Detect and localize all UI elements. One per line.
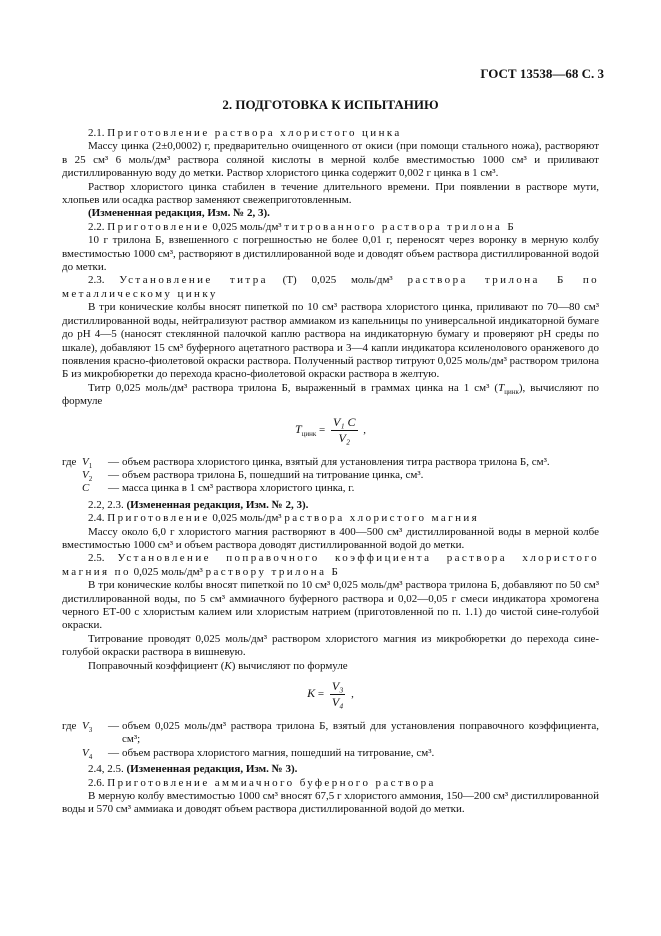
page-header: ГОСТ 13538—68 С. 3 [480, 66, 604, 81]
def-text: масса цинка в 1 см³ раствора хлористого цинка, г. [122, 482, 355, 495]
formula-numerator: V₁ C [333, 414, 356, 429]
def-dash: — [108, 482, 119, 495]
document-body [62, 127, 599, 817]
def-text: объем раствора трилона Б, пошедший на титрование цинка, см³. [122, 468, 424, 481]
edition-clauses: 2.4, 2.5. [88, 763, 124, 776]
clause-heading: Приготовление аммиачного буферного раствора [107, 776, 436, 789]
definition-row [62, 469, 599, 482]
def-symbol-subscript: 2 [88, 475, 93, 484]
clause-heading-part: раствора трилона Б по металлическому цинку [62, 274, 600, 300]
text-run: ) вычисляют по формуле [231, 659, 348, 672]
clause-heading-part: 0,025 моль/дм³ [212, 512, 282, 525]
clause-2-1-para-2: Раствор хлористого цинка стабилен в течение длительного времени. При появлении в растворе мути, хлопьев или осадка раствор заменяют свежеприготовленным. [62, 180, 599, 207]
clause-heading-part: Установление титра [119, 274, 268, 287]
formula-denominator: V₄ [331, 695, 344, 710]
clause-heading-part: 0,025 моль/дм³ [133, 565, 203, 578]
clause-2-3-para-1: В три конические колбы вносят пипеткой по 10 см³ раствора хлористого цинка, приливают по 70—80 см³ дистиллированной воды, нейтрализуют раствор аммиаком из капельницы по универсальной индикаторной бумаге до pH 4—5 (наносят стеклянной палочкой каплю раствора на индикаторную бумагу и проверяют pH среды по шкале), добавляют 15 см³ буферного ацетатного раствора и 3—4 капли индикатора ксиленолового оранжевого до появления красно-фиолетовой окраски раствора. Полученный раствор титруют 0,025 моль/дм³ раствором трилона Б из микробюретки до перехода красно-фиолетовой окраски раствора в желтую. [62, 301, 599, 381]
formula-tail: , [360, 423, 367, 436]
formula-titer [62, 416, 599, 450]
clause-2-1-para-1: Массу цинка (2±0,0002) г, предварительно очищенного от окиси (при помощи стального ножа), растворяют в 25 см³ 6 моль/дм³ раствора соляной кислоты в мерной колбе вместимостью 1000 см³ и приливают дистиллированную воду до метки. Раствор хлористого цинка содержит 0,002 г цинка в 1 см³. [62, 140, 599, 180]
definition-row [62, 747, 599, 760]
clause-2-6-heading [62, 777, 599, 790]
symbol-k: K [224, 659, 232, 672]
formula-fraction [330, 680, 346, 709]
symbol-subscript: цинк [504, 387, 519, 396]
edition-text: (Измененная редакция, Изм. № 2, 3). [126, 498, 309, 511]
clause-heading-part: раствору трилона Б [205, 565, 341, 578]
definition-row [62, 456, 599, 469]
clause-number: 2.3. [88, 274, 105, 287]
edition-clauses: 2.2, 2.3. [88, 498, 124, 511]
def-text: объем 0,025 моль/дм³ раствора трилона Б, взятый для установления поправочного коэффициента, см³; [122, 720, 599, 746]
def-symbol: V [82, 455, 89, 468]
formula-tail: , [348, 688, 354, 701]
definition-row [62, 720, 599, 747]
clause-number: 2.2. [88, 220, 105, 233]
formula-lhs: T [294, 421, 302, 436]
symbol-t: T [498, 381, 505, 394]
formula-fraction [331, 416, 358, 445]
clause-2-4-para-1: Массу около 6,0 г хлористого магния растворяют в 400—500 см³ дистиллированной воды в мерной колбе вместимостью 1000 см³ и объем раствора доводят дистиллированной водой до метки. [62, 525, 599, 551]
clause-2-3-para-2 [62, 382, 599, 409]
def-symbol: V [82, 720, 89, 733]
clause-heading-part: Приготовление [107, 220, 210, 233]
def-text: объем раствора хлористого цинка, взятый для установления титра раствора трилона Б, см³. [122, 455, 550, 468]
clause-2-5-para-3 [62, 660, 599, 673]
where-label: где [62, 720, 77, 733]
clause-heading-part: 0,025 моль/дм³ [212, 220, 282, 233]
clause-2-5-edition-note [62, 763, 599, 776]
clause-heading-part: раствора хлористого магния [284, 512, 480, 525]
formula-lhs: K [307, 686, 316, 701]
def-dash: — [108, 455, 119, 468]
def-dash: — [108, 746, 119, 759]
text-run: ), вычисляют по формуле [62, 381, 599, 408]
def-dash: — [108, 468, 119, 481]
def-symbol: V [82, 746, 89, 759]
where-label: где [62, 455, 77, 468]
formula-lhs-subscript: цинк [301, 429, 317, 438]
clause-number: 2.6. [88, 776, 105, 789]
section-title: 2. ПОДГОТОВКА К ИСПЫТАНИЮ [222, 97, 439, 112]
text-run: Титр 0,025 моль/дм³ раствора трилона Б, выраженный в граммах цинка на 1 см³ ( [88, 381, 499, 394]
equals-sign: = [319, 423, 326, 436]
clause-heading-part: Установление поправочного коэффициента раствора хлористого магния по [62, 552, 599, 578]
clause-heading-part: Приготовление [107, 512, 210, 525]
def-dash: — [108, 720, 119, 733]
formula-coefficient [62, 680, 599, 714]
clause-heading-part: (Т) 0,025 моль/дм³ [282, 274, 393, 287]
def-symbol-subscript: 4 [88, 753, 93, 762]
clause-number: 2.4. [88, 512, 105, 525]
clause-2-3-edition-note [62, 499, 599, 512]
clause-heading: Приготовление раствора хлористого цинка [107, 127, 402, 139]
clause-heading-part: титрованного раствора трилона Б [284, 220, 517, 233]
clause-2-1-heading [62, 127, 599, 140]
equals-sign: = [317, 688, 325, 701]
text-run: Поправочный коэффициент ( [88, 659, 225, 672]
clause-2-2-heading [62, 221, 599, 234]
clause-2-5-para-2: Титрование проводят 0,025 моль/дм³ раствором хлористого магния из микробюретки до перехода сине-голубой окраски раствора в вишневую. [62, 632, 599, 659]
clause-2-6-para-1: В мерную колбу вместимостью 1000 см³ вносят 67,5 г хлористого аммония, 150—200 см³ дистиллированной воды и 570 см³ аммиака и доводят объем раствора дистиллированной водой до метки. [62, 790, 599, 816]
clause-2-2-para-1: 10 г трилона Б, взвешенного с погрешностью не более 0,01 г, переносят через воронку в мерную колбу вместимостью 1000 см³, растворяют в дистиллированной воде и доводят объем раствора дистиллированной водой до метки. [62, 234, 599, 274]
clause-2-5-para-1: В три конические колбы вносят пипеткой по 10 см³ 0,025 моль/дм³ раствора трилона Б, добавляют по 50 см³ дистиллированной воды, по 5 см³ аммиачного буферного раствора и 0,02—0,05 г смеси индикатора хромогена черного ЕТ-00 с хлористым калием или хлористым натрием (приготовленной по п. 1.1) до чистой сине-голубой окраски. [62, 579, 599, 632]
def-symbol-subscript: 1 [88, 461, 93, 470]
definition-row [62, 482, 599, 495]
clause-number: 2.1. [88, 127, 105, 139]
clause-2-1-edition-note: (Измененная редакция, Изм. № 2, 3). [88, 207, 270, 220]
def-text: объем раствора хлористого магния, пошедший на титрование, см³. [122, 746, 435, 759]
clause-number: 2.5. [88, 552, 105, 565]
clause-2-4-heading [62, 512, 599, 525]
edition-text: (Измененная редакция, Изм. № 3). [126, 763, 298, 776]
clause-2-3-heading [62, 274, 599, 301]
formula-denominator: V₂ [338, 430, 351, 445]
def-symbol: C [82, 482, 90, 495]
def-symbol-subscript: 3 [88, 726, 93, 735]
formula-numerator: V₃ [331, 679, 344, 694]
clause-2-5-heading [62, 552, 599, 579]
def-symbol: V [82, 468, 89, 481]
